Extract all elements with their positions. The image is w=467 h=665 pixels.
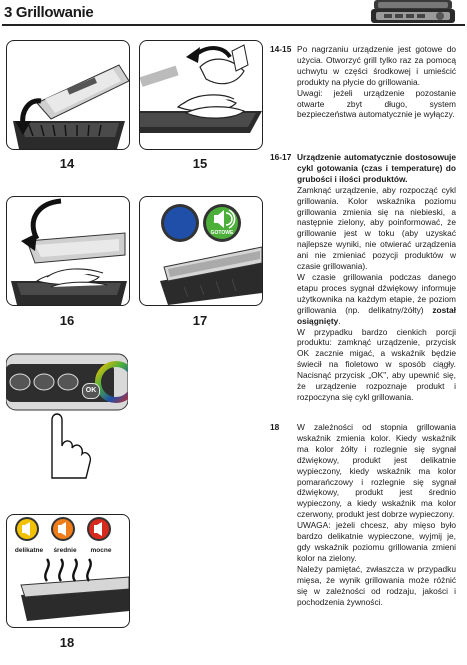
step-paragraph — [297, 272, 456, 327]
step-paragraph: Po nagrzaniu urządzenie jest gotowe do użycia. Otworzyć grill tylko raz za pomocą uchwytu w części środkowej i umieścić produkty na płycie do grillowania. — [297, 44, 456, 87]
control-panel-drawing — [6, 346, 128, 480]
step-18 — [270, 422, 456, 607]
step-number: 16-17 — [270, 152, 292, 162]
figure-17 — [139, 196, 263, 306]
indicator-illustration — [140, 197, 262, 305]
step-paragraph: UWAGA: jeżeli chcesz, aby mięso było bardzo delikatnie wypieczone, wyjmij je, gdy wskaźnik poziomu grillowania zmieni kolor na zielony. — [297, 520, 456, 563]
label-delikatne: delikatne — [14, 547, 44, 554]
figure-18 — [6, 514, 130, 628]
step-paragraph: Zamknąć urządzenie, aby rozpocząć cykl grillowania. Kolor wskaźnika poziomu grillowania zmienia się na niebieski, a następnie zielony, aby poinformować, że grillowanie jest w toku (aby uzyskać najlepsze wyniki, nie otwierać urządzenia ani nie zmieniać pozycji produktów w czasie grillowania). — [297, 184, 456, 272]
doneness-illustration — [7, 515, 129, 627]
step-paragraph: Należy pamiętać, zwłaszcza w przypadku mięsa, że wynik grillowania może różnić się w zależności od rodzaju, jakości i pochodzenia żywności. — [297, 563, 456, 607]
step-paragraph: W przypadku bardzo cienkich porcji produktu: zamknąć urządzenie, przycisk OK zacznie migać, a wskaźnik będzie świecił na fioletowo w sposób ciągły. Nacisnąć przycisk „OK", aby upewnić się, że urządzenie rozpoznaje produkt i rozpoczyna się cykl grillowania. — [297, 326, 456, 402]
step-number: 14-15 — [270, 44, 292, 54]
figure-17-number: 17 — [192, 313, 208, 328]
text-run: . — [338, 315, 341, 326]
text-run: W czasie grillowania podczas danego etapu proces sygnał dźwiękowy informuje użytkownika na każdym etapie, że poziom grillowania (np. delikatny/żółty) — [297, 271, 456, 315]
step-14-15 — [270, 44, 456, 120]
step-note: Uwagi: jeżeli urządzenie pozostanie otwarte zbyt długo, system bezpieczeństwa automatycznie je wyłączy. — [297, 87, 456, 120]
label-srednie: średnie — [53, 547, 77, 554]
control-panel-illustration — [6, 346, 128, 480]
gotowe-label: GOTOWE — [210, 230, 234, 236]
label-mocne: mocne — [90, 547, 112, 554]
grill-open-illustration — [7, 41, 129, 149]
figure-18-number: 18 — [59, 635, 75, 650]
closing-grill-illustration — [7, 197, 129, 305]
figure-15 — [139, 40, 263, 150]
figure-15-number: 15 — [192, 156, 208, 171]
figure-16 — [6, 196, 130, 306]
step-heading: Urządzenie automatycznie dostosowuje cykl gotowania (czas i temperaturę) do grubości i ilości produktów. — [297, 152, 456, 184]
section-title: 3 Grillowanie — [4, 4, 94, 21]
page-header — [0, 0, 467, 30]
text-run-bold: został osiągnięty — [297, 304, 456, 326]
step-number: 18 — [270, 422, 280, 432]
grill-thumbnail-icon — [368, 0, 458, 30]
step-paragraph: W zależności od stopnia grillowania wskaźnik zmienia kolor. Kiedy wskaźnik ma kolor żółty i rozlegnie się sygnał dźwiękowy, produkt jest delikatnie wypieczony, kiedy wskaźnik ma kolor pomarańczowy i rozlegnie się sygnał dźwiękowy, produkt jest średnio wypieczony, a kiedy wskaźnik ma kolor czerwony, produkt jest dobrze wypieczony. — [297, 422, 456, 520]
placing-food-illustration — [140, 41, 262, 149]
figure-16-number: 16 — [59, 313, 75, 328]
step-16-17 — [270, 152, 456, 403]
figure-14 — [6, 40, 130, 150]
ok-button[interactable]: OK — [82, 383, 100, 399]
figure-14-number: 14 — [59, 156, 75, 171]
